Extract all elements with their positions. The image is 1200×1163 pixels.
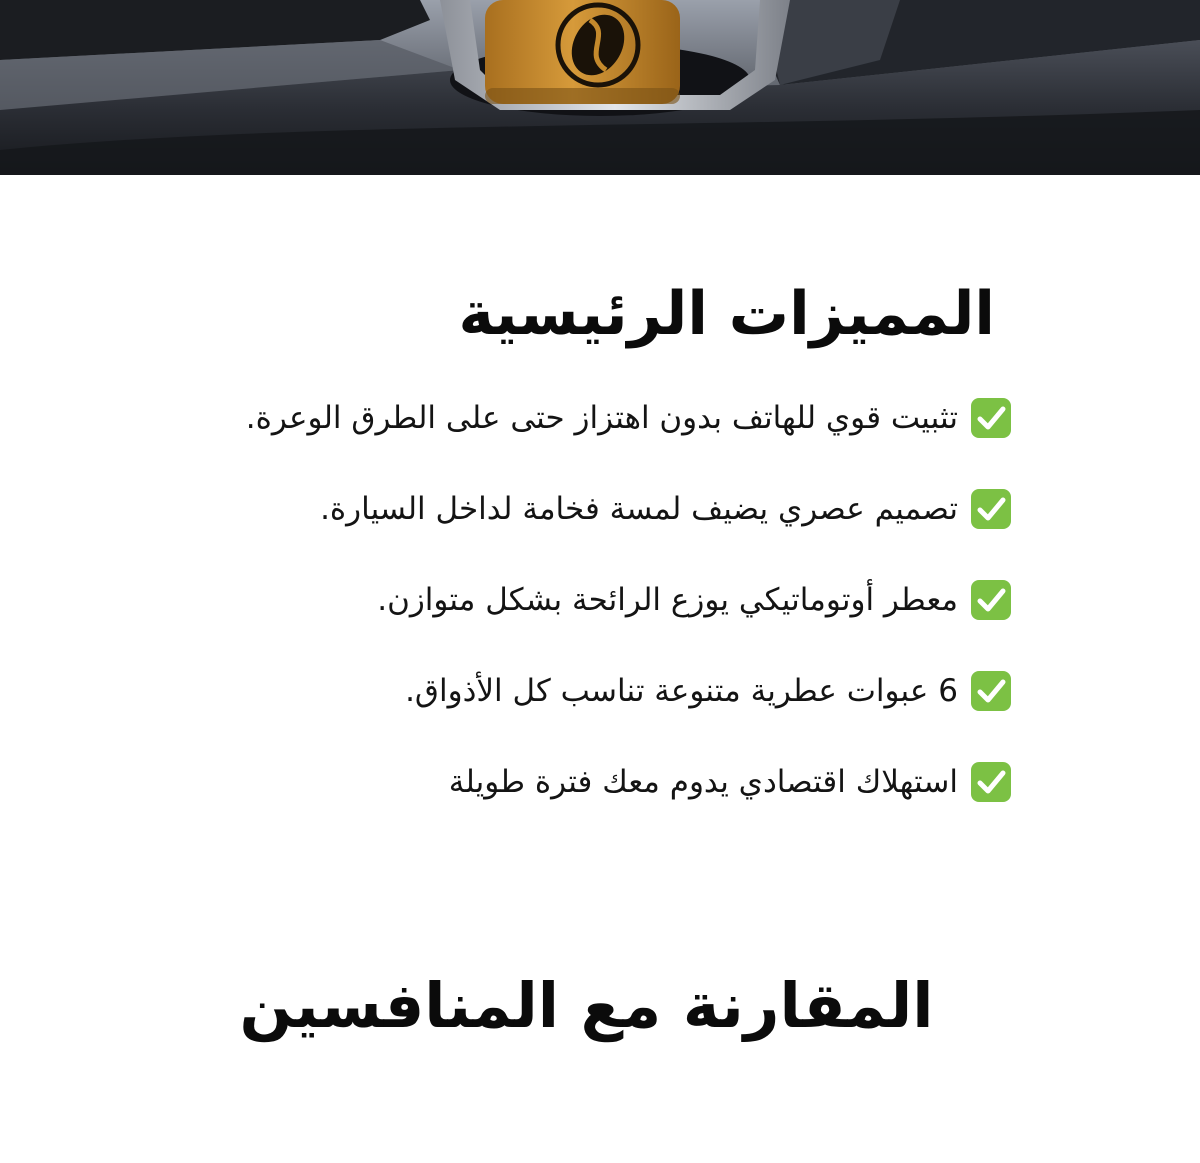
features-list — [246, 390, 1012, 845]
hero-image — [0, 0, 1200, 175]
feature-text: 6 عبوات عطرية متنوعة تناسب كل الأذواق. — [405, 673, 958, 709]
check-mark-button-icon — [970, 761, 1012, 803]
comparison-heading: المقارنة مع المنافسين — [239, 969, 934, 1042]
feature-text: تثبيت قوي للهاتف بدون اهتزاز حتى على الطرق الوعرة. — [245, 400, 958, 436]
feature-text: معطر أوتوماتيكي يوزع الرائحة بشكل متوازن. — [377, 582, 958, 618]
check-mark-button-icon — [970, 488, 1012, 530]
feature-item — [246, 390, 1012, 446]
feature-item — [246, 663, 1012, 719]
feature-item — [246, 481, 1012, 537]
features-heading: المميزات الرئيسية — [458, 279, 995, 349]
feature-text: تصميم عصري يضيف لمسة فخامة لداخل السيارة. — [320, 491, 958, 527]
feature-text: استهلاك اقتصادي يدوم معك فترة طويلة — [448, 764, 958, 800]
check-mark-button-icon — [970, 670, 1012, 712]
check-mark-button-icon — [970, 579, 1012, 621]
feature-item — [246, 754, 1012, 810]
feature-item — [246, 572, 1012, 628]
check-mark-button-icon — [970, 397, 1012, 439]
